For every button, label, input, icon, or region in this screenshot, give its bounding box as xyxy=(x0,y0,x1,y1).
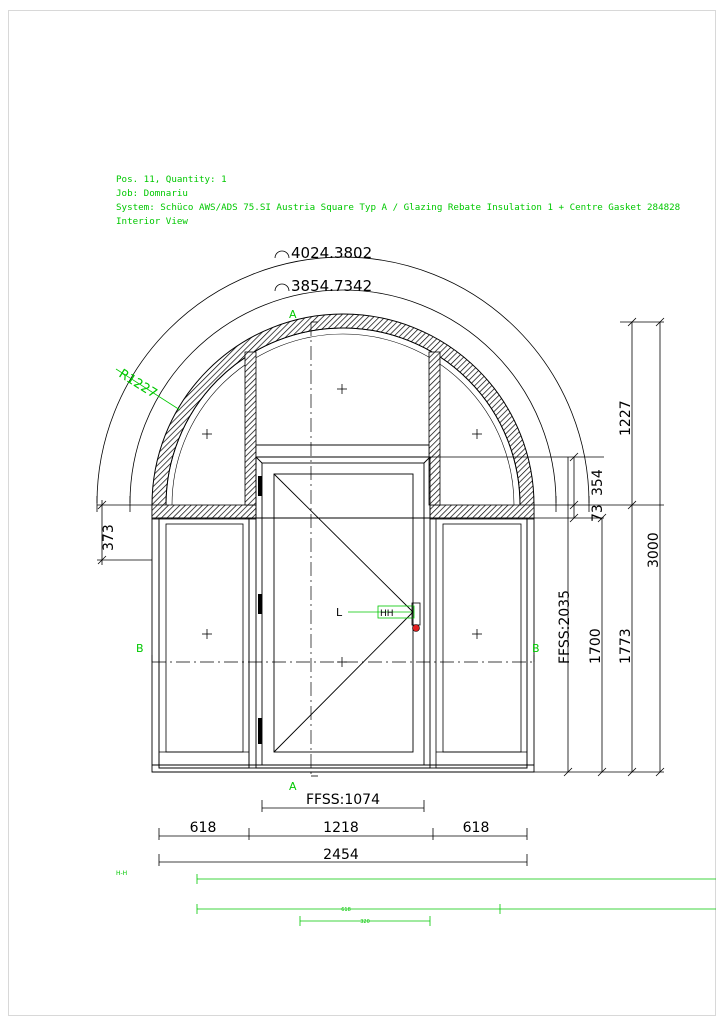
arc-labels xyxy=(275,244,372,295)
right-sidelight xyxy=(436,518,527,768)
section-b-right-label: B xyxy=(532,642,540,655)
handle-height-label: HH xyxy=(380,609,394,619)
section-a-bottom-label: A xyxy=(289,780,297,793)
bottom-horizontal-dimensions xyxy=(159,792,527,866)
green-width-label-2: 320 xyxy=(360,919,370,925)
dim-left-width-label: 618 xyxy=(189,820,217,836)
left-sidelight xyxy=(159,518,256,768)
arch-frame xyxy=(152,314,534,518)
right-vertical-dimensions xyxy=(430,318,664,776)
section-line-b xyxy=(136,642,540,662)
dim-total-width-label: 2454 xyxy=(323,847,359,863)
dim-1700-label: 1700 xyxy=(588,628,604,664)
left-offset-dimension xyxy=(97,500,152,565)
section-b-left-label: B xyxy=(136,642,144,655)
dim-3000-label: 3000 xyxy=(646,532,662,568)
job-line: Job: Domnariu xyxy=(116,188,188,199)
view-line: Interior View xyxy=(116,216,188,227)
radius-label: R1227 xyxy=(115,366,160,402)
dim-1227-label: 1227 xyxy=(618,400,634,436)
green-reference-lines xyxy=(116,870,716,926)
door-leaf xyxy=(256,457,430,768)
lower-frame xyxy=(152,518,534,772)
dim-ffss-width-label: FFSS:1074 xyxy=(306,792,380,808)
green-width-label-1: 618 xyxy=(341,907,351,913)
dim-354-label: 354 xyxy=(590,469,606,496)
hinge-side-label: L xyxy=(336,606,343,619)
dim-mid-width-label: 1218 xyxy=(323,820,359,836)
transom-bar xyxy=(152,505,534,519)
dim-73-label: 73 xyxy=(590,504,606,522)
section-a-top-label: A xyxy=(289,308,297,321)
system-line: System: Schüco AWS/ADS 75.SI Austria Square Typ A / Glazing Rebate Insulation 1 + Centre Gasket 284828 xyxy=(116,202,681,213)
position-line: Pos. 11, Quantity: 1 xyxy=(116,174,227,185)
green-marker-label: H-H xyxy=(116,870,128,877)
outer-arc-length: 4024.3802 xyxy=(291,244,373,262)
door-hinges xyxy=(258,476,262,744)
dim-ffss-height-label: FFSS:2035 xyxy=(557,590,573,664)
dim-373-label: 373 xyxy=(101,524,117,551)
dim-1773-label: 1773 xyxy=(618,628,634,664)
section-line-a xyxy=(289,308,318,793)
dim-right-width-label: 618 xyxy=(462,820,490,836)
inner-arc-length: 3854.7342 xyxy=(291,277,373,295)
